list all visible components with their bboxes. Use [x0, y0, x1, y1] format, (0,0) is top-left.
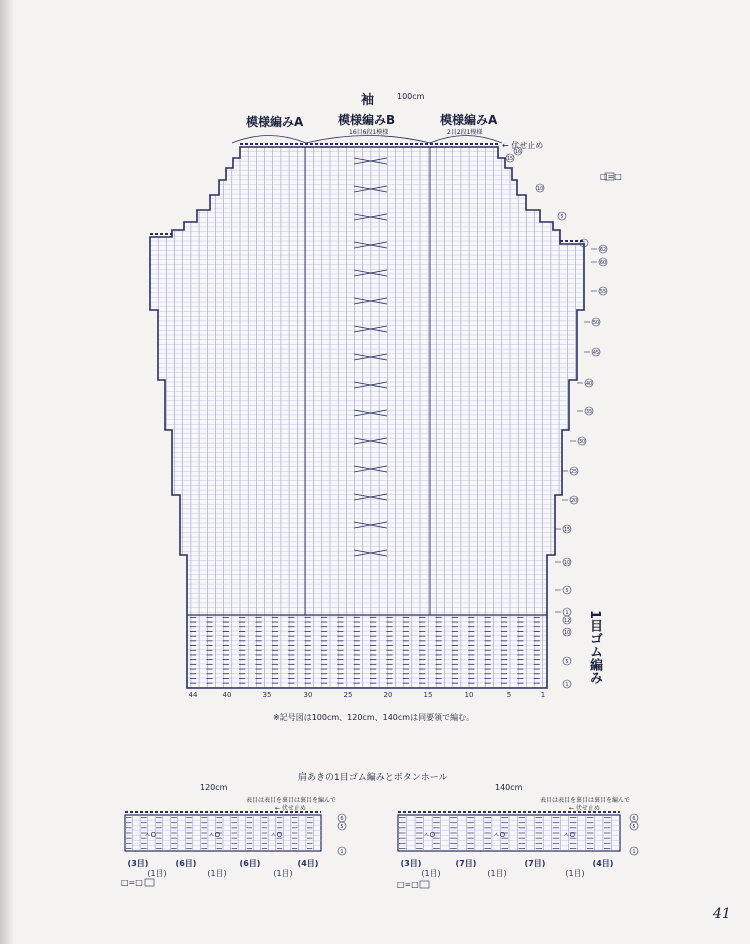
row-label: 62: [599, 247, 607, 253]
rib-label: 1目ゴム編み: [587, 610, 602, 685]
legend-box: [605, 173, 614, 180]
chart-title: 袖: [361, 93, 375, 108]
right-count: (7目): [524, 859, 546, 868]
legend-box: [145, 879, 154, 886]
left-instruction: 表目は表目を裏目は裏目を編んで: [246, 797, 337, 804]
x-tick-label: 15: [423, 691, 433, 699]
right-size: 140cm: [495, 783, 523, 792]
row-label: 1: [582, 241, 586, 247]
left-size: 120cm: [200, 783, 228, 792]
x-tick-label: 5: [506, 691, 512, 699]
rib-row-label: 10: [563, 630, 571, 636]
left-row-label: 1: [340, 849, 344, 855]
pattern-bracket: [430, 136, 502, 144]
row-label: 5: [565, 588, 569, 594]
left-row-label: 5: [340, 824, 344, 830]
row-label: 15: [563, 527, 571, 533]
row-label: 16: [514, 149, 522, 155]
left-count-sub: (1目): [147, 869, 167, 878]
legend-symbol: □=□: [600, 172, 622, 181]
rib-row-label: 1: [565, 682, 569, 688]
buttonhole-symbol: ㅅO: [422, 831, 436, 839]
right-bind-off: ← 伏せ止め: [569, 805, 600, 812]
right-count-sub: (1目): [421, 869, 441, 878]
pattern-a-right-note: 2目2段1模様: [447, 129, 483, 136]
right-row-label: 6: [632, 816, 636, 822]
chart-note: ※記号図は100cm、120cm、140cmは同要領で編む。: [273, 713, 475, 722]
pattern-bracket: [232, 136, 306, 144]
right-legend: □=□: [397, 880, 419, 889]
left-count: (3目): [127, 859, 149, 868]
pattern-a-left-label: 模様編みA: [246, 115, 304, 129]
buttonhole-symbol: ㅅO: [207, 831, 221, 839]
left-legend: □=□: [121, 878, 143, 887]
pattern-bracket: [306, 136, 430, 144]
left-count: (4目): [297, 859, 319, 868]
pattern-b-label: 模様編みB: [338, 113, 396, 127]
row-label: 1: [565, 610, 569, 616]
right-count-sub: (1目): [487, 869, 507, 878]
x-tick-label: 25: [343, 691, 353, 699]
x-tick-label: 40: [222, 691, 232, 699]
row-label: 60: [599, 260, 607, 266]
row-label: 50: [592, 320, 600, 326]
left-count: (6目): [239, 859, 261, 868]
left-row-label: 6: [340, 816, 344, 822]
row-label: 30: [578, 439, 586, 445]
pattern-a-right-label: 模様編みA: [440, 113, 498, 127]
left-count-sub: (1目): [207, 869, 227, 878]
row-label: 10: [536, 186, 544, 192]
buttonhole-symbol: ㅅO: [492, 831, 506, 839]
row-label: 55: [599, 289, 607, 295]
right-count: (3目): [400, 859, 422, 868]
x-tick-label: 20: [383, 691, 393, 699]
left-count-sub: (1目): [273, 869, 293, 878]
right-row-label: 5: [632, 824, 636, 830]
right-instruction: 表目は表目を裏目は裏目を編んで: [540, 797, 631, 804]
sleeve-grid: [140, 140, 600, 700]
x-tick-label: 10: [464, 691, 474, 699]
row-label: 5: [560, 214, 564, 220]
page-number: 41: [713, 906, 731, 922]
x-tick-label: 30: [303, 691, 313, 699]
chart-size: 100cm: [397, 92, 425, 101]
bottom-section-title: 肩あきの1目ゴム編みとボタンホール: [298, 773, 448, 783]
bind-off-label: ← 伏せ止め: [502, 141, 544, 150]
right-count: (4目): [592, 859, 614, 868]
x-tick-label: 1: [540, 691, 546, 699]
right-row-label: 1: [632, 849, 636, 855]
buttonhole-symbol: ㅅO: [562, 831, 576, 839]
row-label: 10: [563, 560, 571, 566]
row-label: 40: [585, 381, 593, 387]
legend-box: [420, 881, 429, 888]
row-label: 45: [592, 350, 600, 356]
x-tick-label: 35: [262, 691, 272, 699]
pattern-b-note: 16目6段1模様: [349, 129, 389, 136]
right-count-sub: (1目): [565, 869, 585, 878]
buttonhole-symbol: ㅅO: [143, 831, 157, 839]
row-label: 25: [570, 469, 578, 475]
row-label: 20: [570, 498, 578, 504]
right-count: (7目): [455, 859, 477, 868]
rib-row-label: 12: [563, 618, 571, 624]
row-label: 15: [506, 156, 514, 162]
buttonhole-symbol: ㅅO: [269, 831, 283, 839]
left-bind-off: ← 伏せ止め: [275, 805, 306, 812]
left-count: (6目): [175, 859, 197, 868]
rib-row-label: 5: [565, 659, 569, 665]
x-tick-label: 44: [188, 691, 198, 699]
row-label: 35: [585, 409, 593, 415]
